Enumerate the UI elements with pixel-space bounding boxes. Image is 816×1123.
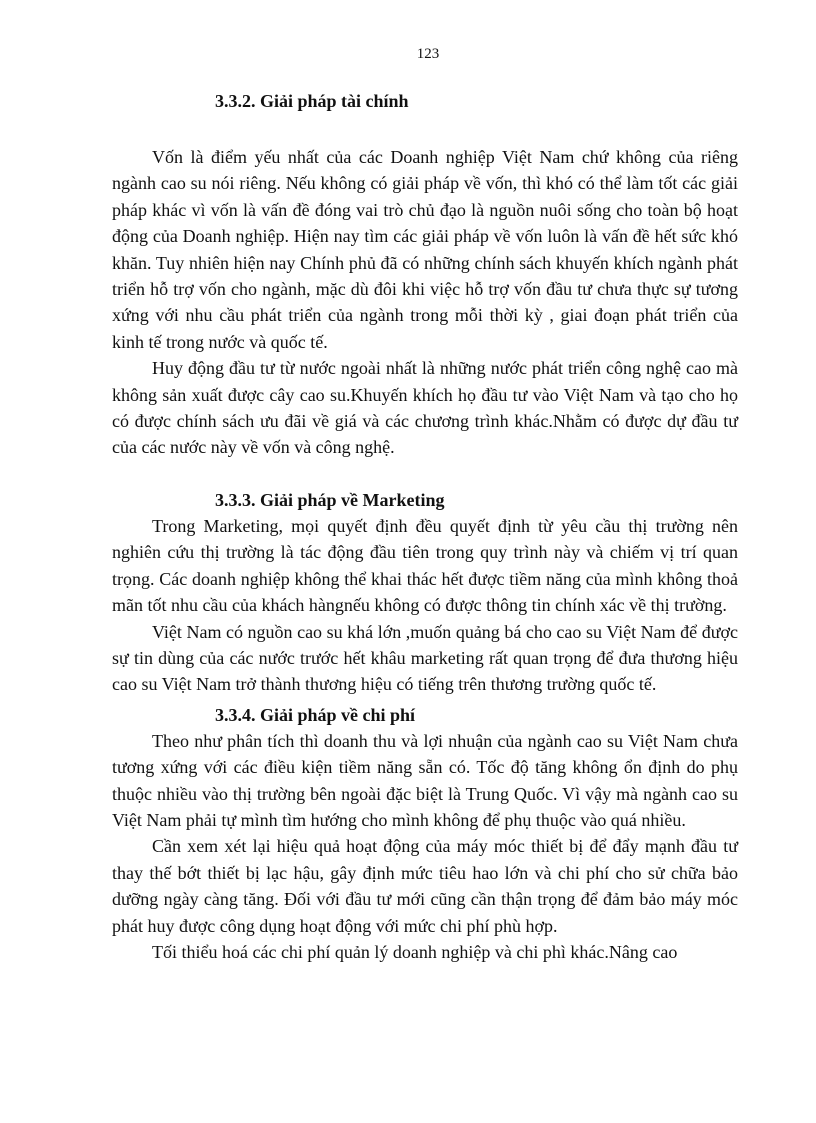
page-number: 123 [416, 46, 440, 62]
paragraph: Cần xem xét lại hiệu quả hoạt động của máy móc thiết bị để đẩy mạnh đầu tư thay thế bớt thiết bị lạc hậu, gây định mức tiêu hao lớn và chi phí cho sử chữa bảo dưỡng ngày càng tăng. Đối với đầu tư mới cũng cần thận trọng để đảm bảo máy móc phát huy được công dụng hoạt động với mức chi phí phù hợp. [112, 836, 738, 936]
spacer [112, 461, 738, 487]
paragraph: Việt Nam có nguồn cao su khá lớn ,muốn quảng bá cho cao su Việt Nam để được sự tin dùng của các nước trước hết khâu marketing rất quan trọng để đưa thương hiệu cao su Việt Nam trở thành thương hiệu có tiếng trên thương trường quốc tế. [112, 621, 738, 695]
section-heading-costs: 3.3.4. Giải pháp về chi phí [215, 704, 416, 725]
section-heading-financial: 3.3.2. Giải pháp tài chính [215, 91, 409, 111]
paragraph: Vốn là điểm yếu nhất của các Doanh nghiệp Việt Nam chứ không của riêng ngành cao su nói riêng. Nếu không có giải pháp về vốn, thì khó có thể làm tốt các giải pháp khác vì vốn là vấn đề đóng vai trò chủ đạo là nguồn nuôi sống cho toàn bộ hoạt động của Doanh nghiệp. Hiện nay tìm các giải pháp về vốn luôn là vấn đề hết sức khó khăn. Tuy nhiên hiện nay Chính phủ đã có những chính sách khuyến khích ngành phát triển hỗ trợ vốn cho ngành, mặc dù đôi khi việc hỗ trợ vốn đầu tư chưa thực sự tương xứng với nhu cầu phát triển của ngành trong mỗi thời kỳ , giai đoạn phát triển của kinh tế trong nước và quốc tế. [112, 147, 738, 352]
paragraph: Theo như phân tích thì doanh thu và lợi nhuận của ngành cao su Việt Nam chưa tương xứng với các điều kiện tiềm năng sẵn có. Tốc độ tăng không ổn định do phụ thuộc nhiều vào thị trường bên ngoài đặc biệt là Trung Quốc. Vì vậy mà ngành cao su Việt Nam phải tự mình tìm hướng cho mình không để phụ thuộc vào quá nhiều. [112, 730, 738, 830]
paragraph: Huy động đầu tư từ nước ngoài nhất là những nước phát triển công nghệ cao mà không sản xuất được cây cao su.Khuyến khích họ đầu tư vào Việt Nam và tạo cho họ có được chính sách ưu đãi về giá và các chương trình khác.Nhằm có được dự đầu tư của các nước này về vốn và công nghệ. [112, 358, 738, 458]
paragraph: Trong Marketing, mọi quyết định đều quyết định từ yêu cầu thị trường nên nghiên cứu thị trường là tác động đầu tiên trong quy trình này và chiếm vị trí quan trọng. Các doanh nghiệp không thể khai thác hết được tiềm năng của mình không thoả mãn tốt nhu cầu của khách hàngnếu không có được thông tin chính xác về thị trường. [112, 515, 738, 616]
section-heading-marketing: 3.3.3. Giải pháp về Marketing [215, 489, 445, 510]
paragraph: Tối thiểu hoá các chi phí quản lý doanh nghiệp và chi phì khác.Nâng cao [152, 941, 678, 962]
spacer [112, 114, 738, 144]
document-body [112, 88, 738, 965]
